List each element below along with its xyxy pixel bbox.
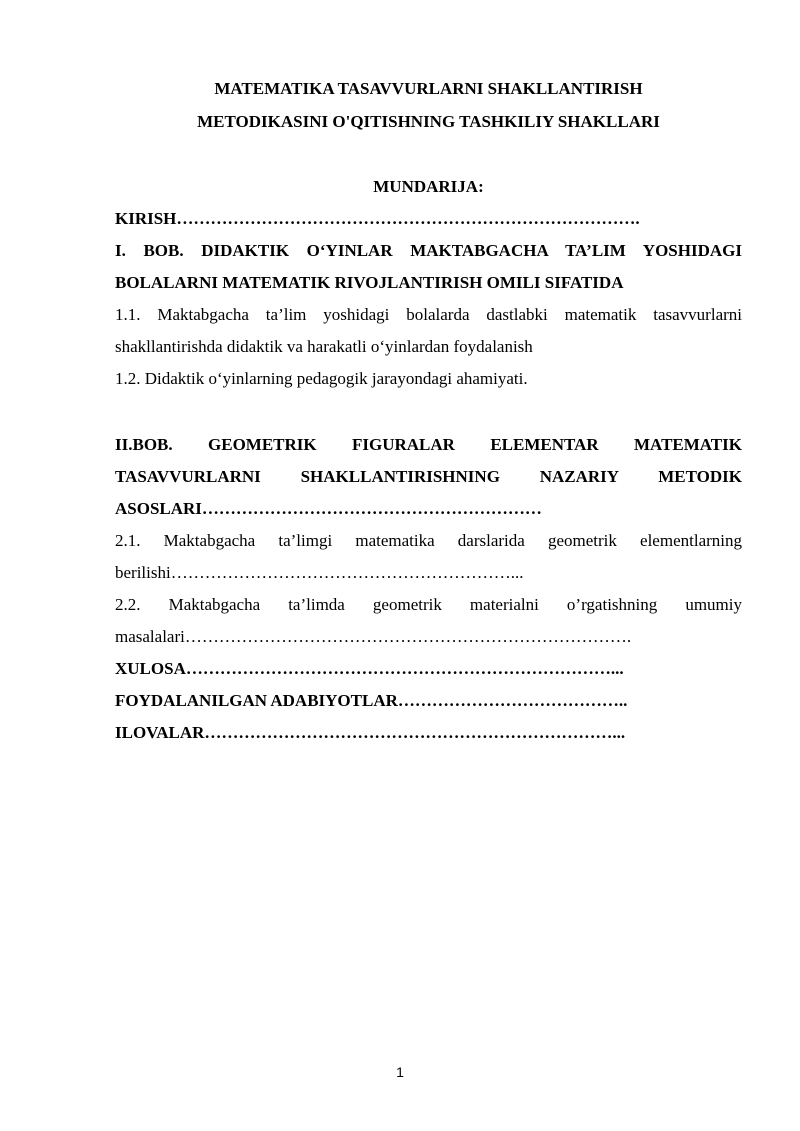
chapter-2-title-line-1: II.BOB. GEOMETRIK FIGURALAR ELEMENTAR MATEMATIK <box>115 435 742 454</box>
title-line-1: MATEMATIKA TASAVVURLARNI SHAKLLANTIRISH <box>214 79 643 98</box>
chapter-1-title-line-1: I. BOB. DIDAKTIK O‘YINLAR MAKTABGACHA TA’LIM YOSHIDAGI <box>115 241 742 260</box>
chapter-2-title-line-3: ASOSLARI…………………………………………………… <box>115 499 542 518</box>
toc-section-2-1 <box>115 525 742 589</box>
toc-chapter-1 <box>115 235 742 299</box>
toc-section-1-2: 1.2. Didaktik o‘yinlarning pedagogik jarayondagi ahamiyati. <box>115 369 528 388</box>
page-number: 1 <box>396 1064 404 1080</box>
section-2-2-line-2: masalalari……………………………………………………………………. <box>115 627 632 646</box>
section-2-1-line-1: 2.1. Maktabgacha ta’limgi matematika darslarida geometrik elementlarning <box>115 531 742 550</box>
toc-conclusion: XULOSA…………………………………………………………………... <box>115 659 624 678</box>
toc-references: FOYDALANILGAN ADABIYOTLAR………………………………….. <box>115 691 628 710</box>
title-line-2: METODIKASINI O'QITISHNING TASHKILIY SHAKLLARI <box>197 112 660 131</box>
section-2-1-line-2: berilishi……………………………………………………... <box>115 563 524 582</box>
toc-appendices: ILOVALAR………………………………………………………………... <box>115 723 626 742</box>
section-1-1-line-2: shakllantirishda didaktik va harakatli o‘yinlardan foydalanish <box>115 337 533 356</box>
contents-heading: MUNDARIJA: <box>373 177 484 196</box>
toc-section-2-2 <box>115 589 742 653</box>
document-content <box>115 72 742 749</box>
chapter-2-title-line-2: TASAVVURLARNI SHAKLLANTIRISHNING NAZARIY METODIK <box>115 467 742 486</box>
toc-section-1-1 <box>115 299 742 363</box>
toc-intro: KIRISH………………………………………………………………………. <box>115 209 640 228</box>
toc-chapter-2 <box>115 429 742 525</box>
chapter-1-title-line-2: BOLALARNI MATEMATIK RIVOJLANTIRISH OMILI SIFATIDA <box>115 273 624 292</box>
section-2-2-line-1: 2.2. Maktabgacha ta’limda geometrik materialni o’rgatishning umumiy <box>115 595 742 614</box>
section-1-1-line-1: 1.1. Maktabgacha ta’lim yoshidagi bolalarda dastlabki matematik tasavvurlarni <box>115 305 742 324</box>
